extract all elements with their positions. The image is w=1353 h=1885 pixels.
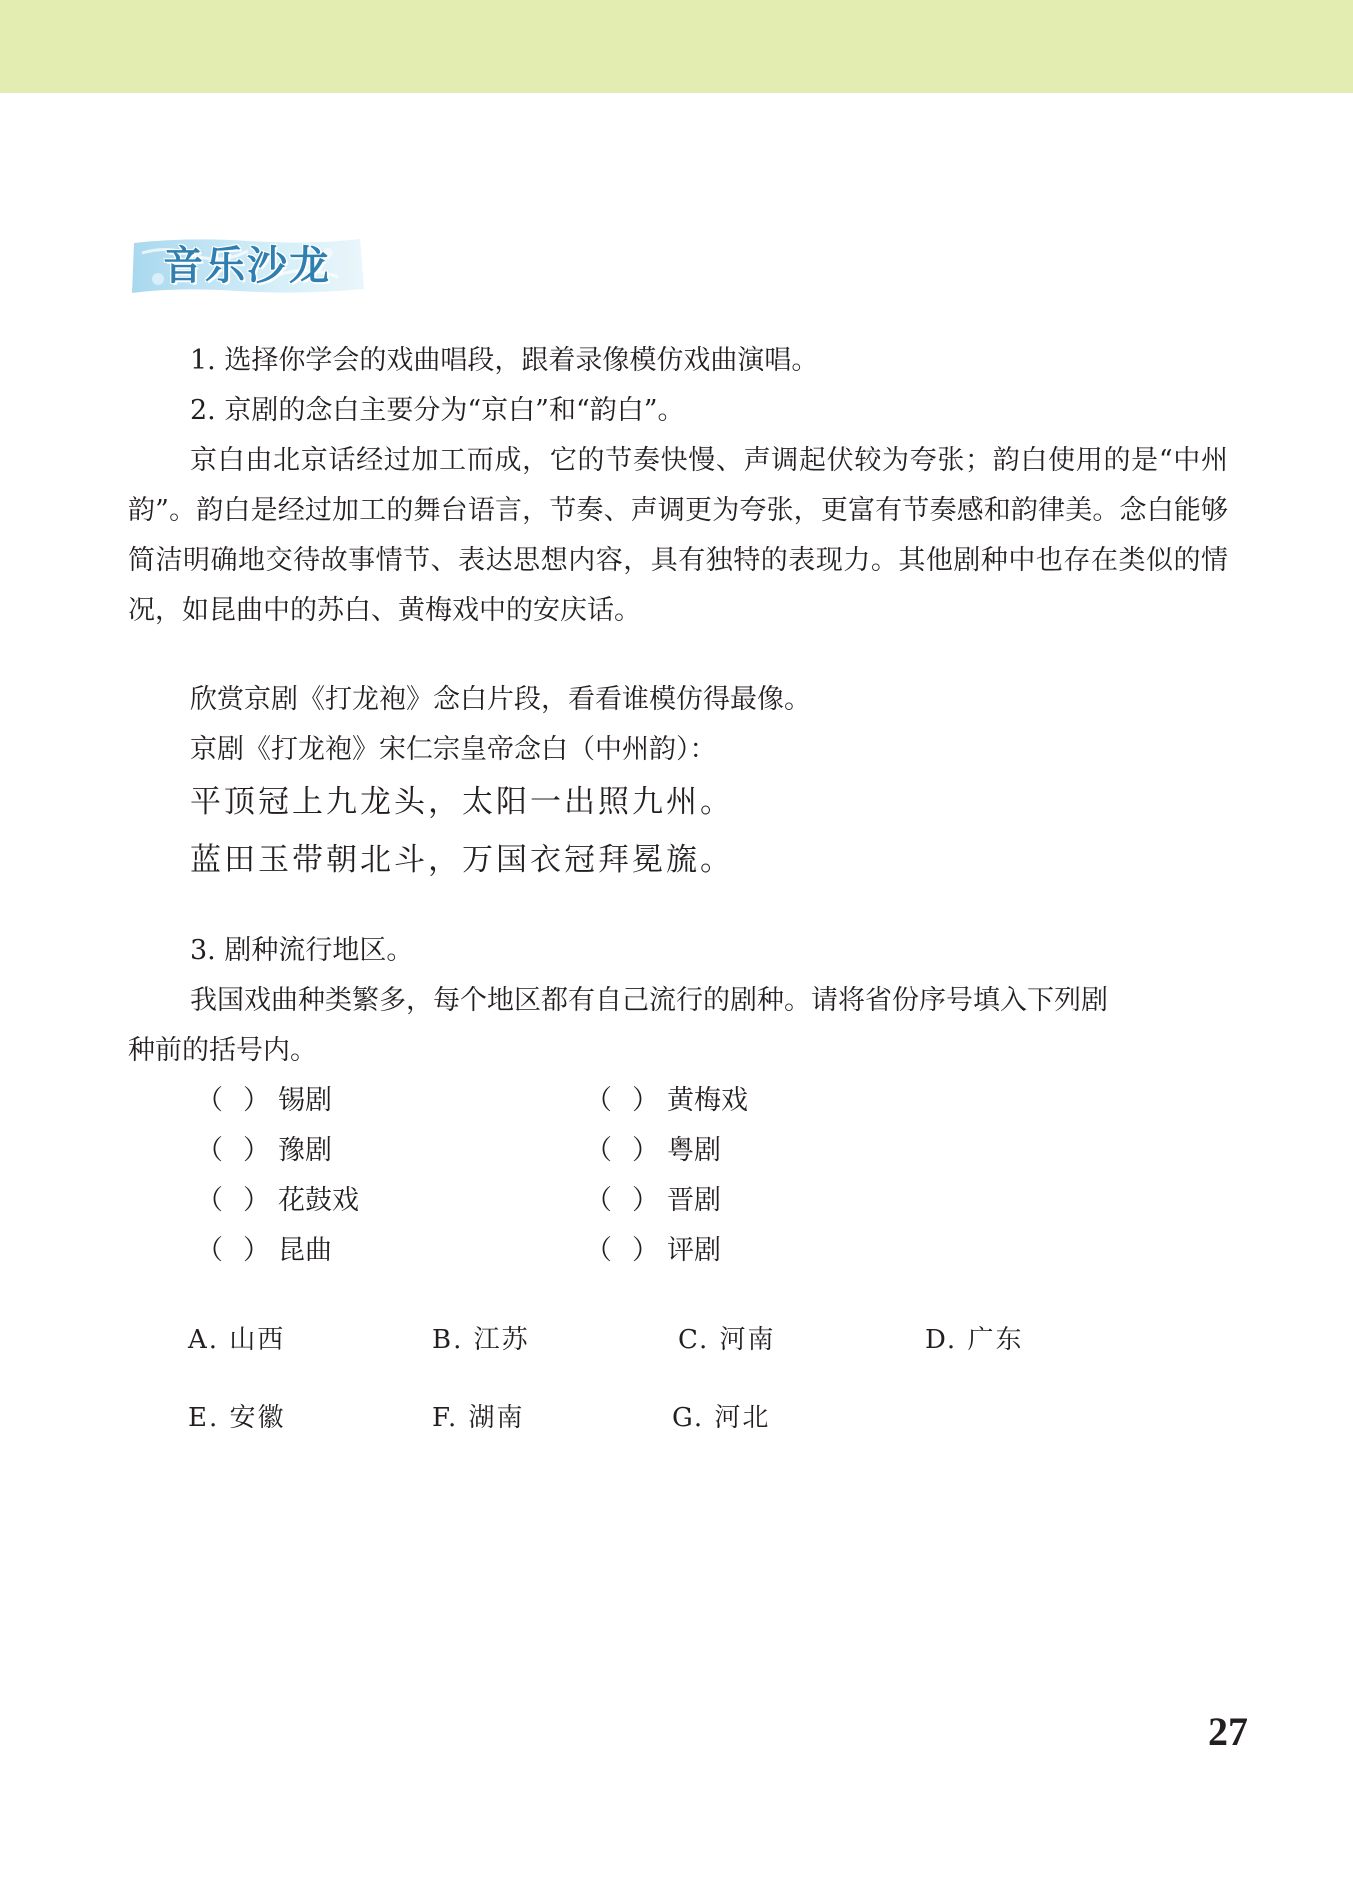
choice-d: D. 广东	[925, 1325, 1024, 1355]
answer-blank[interactable]: （ ）	[585, 1135, 659, 1166]
opera-name: 锡剧	[278, 1085, 332, 1116]
list-item	[585, 1182, 721, 1220]
header-band	[0, 0, 1353, 93]
section-title: 音乐沙龙	[163, 243, 331, 289]
list-item	[196, 1132, 332, 1170]
answer-blank[interactable]: （ ）	[585, 1085, 659, 1116]
answer-blank[interactable]: （ ）	[196, 1085, 270, 1116]
answer-blank[interactable]: （ ）	[196, 1135, 270, 1166]
answer-blank[interactable]: （ ）	[196, 1185, 270, 1216]
choice-e: E. 安徽	[188, 1403, 286, 1433]
answer-blank[interactable]: （ ）	[585, 1185, 659, 1216]
choice-f: F. 湖南	[432, 1403, 525, 1433]
list-item	[196, 1182, 359, 1220]
choice-c: C. 河南	[678, 1325, 776, 1355]
list-item	[585, 1232, 721, 1270]
choice-a: A. 山西	[188, 1325, 286, 1355]
appreciate-line: 欣赏京剧《打龙袍》念白片段，看看谁模仿得最像。	[190, 684, 811, 715]
item-1: 1. 选择你学会的戏曲唱段，跟着录像模仿戏曲演唱。	[190, 345, 819, 376]
excerpt-intro: 京剧《打龙袍》宋仁宗皇帝念白（中州韵）：	[190, 734, 717, 765]
opera-name: 粤剧	[667, 1135, 721, 1166]
item-3: 3. 剧种流行地区。	[190, 935, 414, 966]
poem-line-1: 平顶冠上九龙头，太阳一出照九州。	[190, 784, 734, 820]
opera-name: 黄梅戏	[667, 1085, 748, 1116]
answer-blank[interactable]: （ ）	[585, 1235, 659, 1266]
instruction-line-1: 我国戏曲种类繁多，每个地区都有自己流行的剧种。请将省份序号填入下列剧	[190, 985, 1108, 1016]
choice-b: B. 江苏	[432, 1325, 530, 1355]
opera-name: 评剧	[667, 1235, 721, 1266]
section-title-badge	[128, 235, 366, 297]
poem-line-2: 蓝田玉带朝北斗，万国衣冠拜冕旒。	[190, 842, 734, 878]
opera-name: 晋剧	[667, 1185, 721, 1216]
item-2: 2. 京剧的念白主要分为“京白”和“韵白”。	[190, 395, 685, 426]
explanation-paragraph: 京白由北京话经过加工而成，它的节奏快慢、声调起伏较为夸张；韵白使用的是“中州韵”。韵白是经过加工的舞台语言，节奏、声调更为夸张，更富有节奏感和韵律美。念白能够简洁明确地交待故事情节、表达思想内容，具有独特的表现力。其他剧种中也存在类似的情况，如昆曲中的苏白、黄梅戏中的安庆话。	[128, 445, 1228, 626]
choice-g: G. 河北	[672, 1403, 771, 1433]
opera-name: 花鼓戏	[278, 1185, 359, 1216]
opera-name: 昆曲	[278, 1235, 332, 1266]
page-number: 27	[1208, 1709, 1248, 1754]
list-item	[585, 1132, 721, 1170]
instruction-line-2: 种前的括号内。	[128, 1035, 317, 1066]
list-item	[196, 1082, 332, 1120]
list-item	[196, 1232, 332, 1270]
opera-name: 豫剧	[278, 1135, 332, 1166]
list-item	[585, 1082, 748, 1120]
answer-blank[interactable]: （ ）	[196, 1235, 270, 1266]
